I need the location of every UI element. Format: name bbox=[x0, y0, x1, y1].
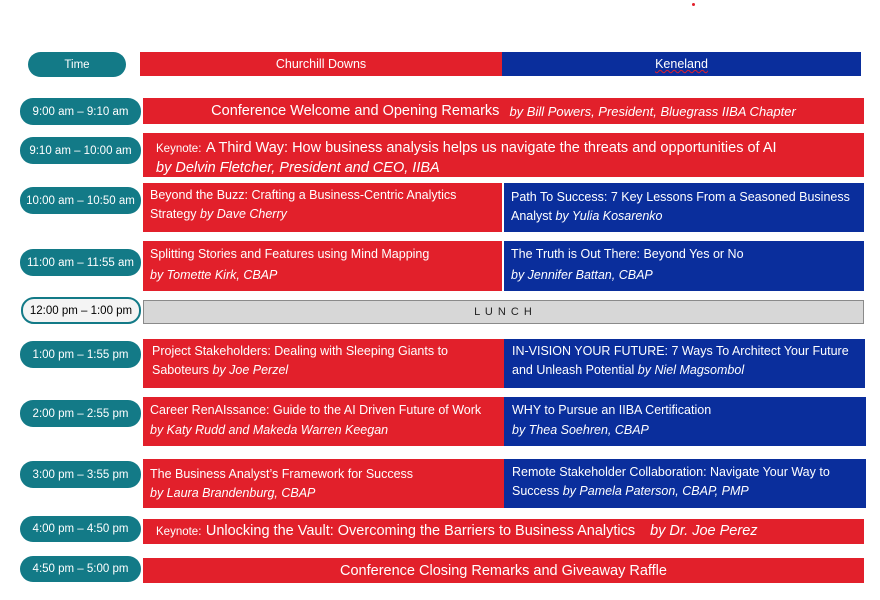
session-speaker: by Thea Soehren, CBAP bbox=[512, 423, 649, 437]
session-speaker: by Dr. Joe Perez bbox=[650, 523, 758, 539]
session-title: A Third Way: How business analysis helps us navigate the threats and opportunities of AI bbox=[205, 140, 777, 156]
session-title: Project Stakeholders: Dealing with Sleeping Giants to Saboteurs bbox=[152, 344, 448, 377]
session-speaker: by Dave Cherry bbox=[200, 207, 287, 221]
session-title: Career RenAIssance: Guide to the AI Driven Future of Work bbox=[150, 403, 482, 417]
session-full-width bbox=[143, 558, 864, 583]
session-churchill-downs bbox=[143, 397, 504, 446]
session-churchill-downs bbox=[143, 183, 502, 232]
session-churchill-downs bbox=[143, 241, 502, 291]
session-churchill-downs bbox=[143, 459, 504, 508]
keynote-session bbox=[143, 133, 864, 177]
keynote-label: Keynote: bbox=[156, 526, 202, 538]
session-title: Unlocking the Vault: Overcoming the Barriers to Business Analytics bbox=[205, 523, 636, 539]
session-speaker: by Joe Perzel bbox=[212, 363, 289, 377]
session-title: IN-VISION YOUR FUTURE: 7 Ways To Architect Your Future and Unleash Potential bbox=[512, 344, 849, 377]
room-header-keneland bbox=[502, 52, 861, 76]
time-slot: 12:00 pm – 1:00 pm bbox=[21, 297, 141, 324]
session-title: WHY to Pursue an IIBA Certification bbox=[512, 403, 712, 417]
session-title: The Business Analyst’s Framework for Success bbox=[150, 467, 414, 481]
session-keneland bbox=[504, 459, 866, 508]
session-speaker: by Yulia Kosarenko bbox=[555, 209, 663, 223]
session-speaker: by Laura Brandenburg, CBAP bbox=[150, 486, 316, 500]
room-name: Churchill Downs bbox=[275, 57, 367, 71]
session-speaker: by Niel Magsombol bbox=[637, 363, 745, 377]
time-slot: 11:00 am – 11:55 am bbox=[20, 249, 141, 276]
session-keneland bbox=[504, 339, 865, 388]
session-keneland bbox=[504, 397, 866, 446]
time-slot: 1:00 pm – 1:55 pm bbox=[20, 341, 141, 368]
session-title: Path To Success: 7 Key Lessons From a Seasoned Business Analyst bbox=[511, 190, 850, 223]
session-title: The Truth is Out There: Beyond Yes or No bbox=[511, 247, 744, 261]
session-title: Conference Welcome and Opening Remarks bbox=[211, 103, 500, 119]
time-slot: 4:00 pm – 4:50 pm bbox=[20, 516, 141, 542]
session-full-width bbox=[143, 98, 864, 124]
time-slot: 2:00 pm – 2:55 pm bbox=[20, 400, 141, 427]
room-header-churchill-downs bbox=[140, 52, 502, 76]
lunch-label: L U N C H bbox=[474, 306, 533, 318]
session-title: Conference Closing Remarks and Giveaway Raffle bbox=[340, 562, 667, 579]
time-slot: 4:50 pm – 5:00 pm bbox=[20, 556, 141, 582]
session-speaker: by Jennifer Battan, CBAP bbox=[511, 268, 653, 282]
room-name: Keneland bbox=[655, 57, 708, 71]
session-speaker: by Bill Powers, President, Bluegrass IIBA Chapter bbox=[509, 103, 796, 119]
session-keneland bbox=[504, 183, 864, 232]
session-churchill-downs bbox=[143, 339, 504, 388]
time-slot: 10:00 am – 10:50 am bbox=[20, 187, 141, 214]
time-slot: 9:10 am – 10:00 am bbox=[20, 137, 141, 164]
session-title: Beyond the Buzz: Crafting a Business-Centric Analytics Strategy bbox=[150, 188, 457, 221]
decorative-dot bbox=[692, 3, 695, 6]
session-title: Remote Stakeholder Collaboration: Navigate Your Way to Success bbox=[512, 465, 830, 498]
session-title: Splitting Stories and Features using Mind Mapping bbox=[150, 247, 430, 261]
keynote-label: Keynote: bbox=[156, 143, 202, 155]
session-speaker: by Delvin Fletcher, President and CEO, IIBA bbox=[156, 160, 440, 176]
time-slot: 3:00 pm – 3:55 pm bbox=[20, 461, 141, 488]
session-speaker: by Pamela Paterson, CBAP, PMP bbox=[562, 484, 749, 498]
lunch-break bbox=[143, 300, 864, 324]
session-speaker: by Katy Rudd and Makeda Warren Keegan bbox=[150, 423, 389, 437]
session-speaker: by Tomette Kirk, CBAP bbox=[150, 268, 278, 282]
keynote-session bbox=[143, 519, 864, 544]
session-keneland bbox=[504, 241, 864, 291]
time-header: Time bbox=[28, 52, 126, 77]
time-slot: 9:00 am – 9:10 am bbox=[20, 98, 141, 125]
